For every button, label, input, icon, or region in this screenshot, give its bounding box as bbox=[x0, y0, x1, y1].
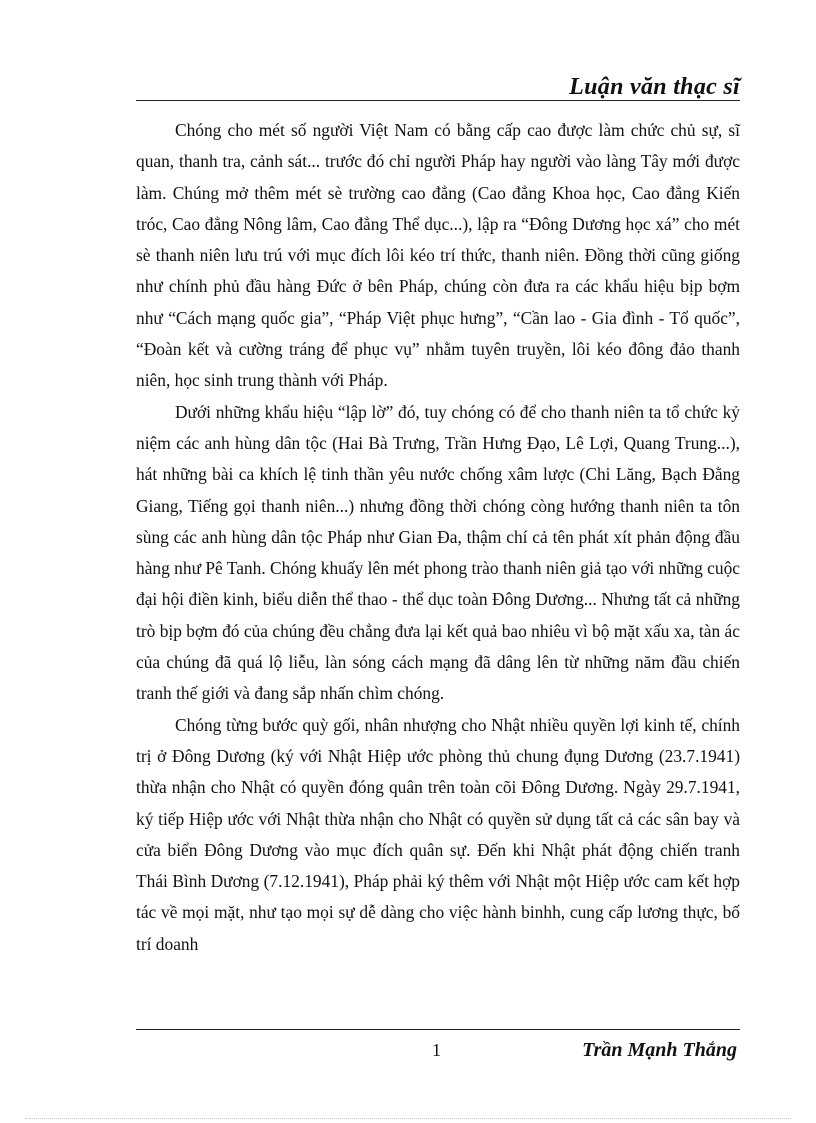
page-bottom-border bbox=[25, 1118, 791, 1119]
paragraph-3: Chóng từng bước quỳ gối, nhân nhượng cho Nhật nhiều quyền lợi kinh tế, chính trị ở Đông Dương (ký với Nhật Hiệp ước phòng thủ chung đụng Dương (23.7.1941) thừa nhận cho Nhật có quyền đóng quân trên toàn cõi Đông Dương. Ngày 29.7.1941, ký tiếp Hiệp ước với Nhật thừa nhận cho Nhật có quyền sử dụng tất cả các sân bay và cửa biển Đông Dương vào mục đích quân sự. Đến khi Nhật phát động chiến tranh Thái Bình Dương (7.12.1941), Pháp phải ký thêm với Nhật một Hiệp ước cam kết hợp tác về mọi mặt, như tạo mọi sự dễ dàng cho việc hành binhh, cung cấp lương thực, bố trí doanh bbox=[136, 714, 740, 954]
paragraph-2: Dưới những khẩu hiệu “lập lờ” đó, tuy chóng có để cho thanh niên ta tổ chức kỷ niệm các anh hùng dân tộc (Hai Bà Trưng, Trần Hưng Đạo, Lê Lợi, Quang Trung...), hát những bài ca khích lệ tinh thần yêu nước chống xâm lược (Chi Lăng, Bạch Đằng Giang, Tiếng gọi thanh niên...) nhưng đồng thời chóng còng hướng thanh niên ta tôn sùng các anh hùng dân tộc Pháp như Gian Đa, thậm chí cả tên phát xít phản động đầu hàng như Pê Tanh. Chóng khuấy lên mét phong trào thanh niên giả tạo với những cuộc đại hội điền kinh, biểu diễn thể thao - thể dục toàn Đông Dương... Nhưng tất cả những trò bịp bợm đó của chúng đều chẳng đưa lại kết quả bao nhiêu vì bộ mặt xấu xa, tàn ác của chúng đã quá lộ liễu, làn sóng cách mạng đã dâng lên từ những năm đầu chiến tranh thế giới và đang sắp nhấn chìm chóng. bbox=[136, 401, 740, 704]
paragraph-1: Chóng cho mét số người Việt Nam có bằng cấp cao được làm chức chủ sự, sĩ quan, thanh tra, cảnh sát... trước đó chỉ người Pháp hay người vào làng Tây mới được làm. Chúng mở thêm mét sè trường cao đẳng (Cao đẳng Khoa học, Cao đẳng Kiến tróc, Cao đẳng Nông lâm, Cao đẳng Thể dục...), lập ra “Đông Dương học xá” cho mét sè thanh niên lưu trú với mục đích lôi kéo trí thức, thanh niên. Đồng thời cũng giống như chính phủ đầu hàng Đức ở bên Pháp, chúng còn đưa ra các khẩu hiệu bịp bợm như “Cách mạng quốc gia”, “Pháp Việt phục hưng”, “Cần lao - Gia đình - Tổ quốc”, “Đoàn kết và cường tráng để phục vụ” nhằm tuyên truyền, lôi kéo đông đảo thanh niên, học sinh trung thành với Pháp. bbox=[136, 120, 740, 391]
footer-divider bbox=[136, 1029, 740, 1030]
page-number: 1 bbox=[432, 1040, 441, 1060]
footer-author: Trần Mạnh Thắng bbox=[582, 1039, 737, 1061]
body-text bbox=[136, 115, 740, 960]
header-divider bbox=[136, 100, 740, 101]
header-title: Luận văn thạc sĩ bbox=[569, 74, 740, 100]
